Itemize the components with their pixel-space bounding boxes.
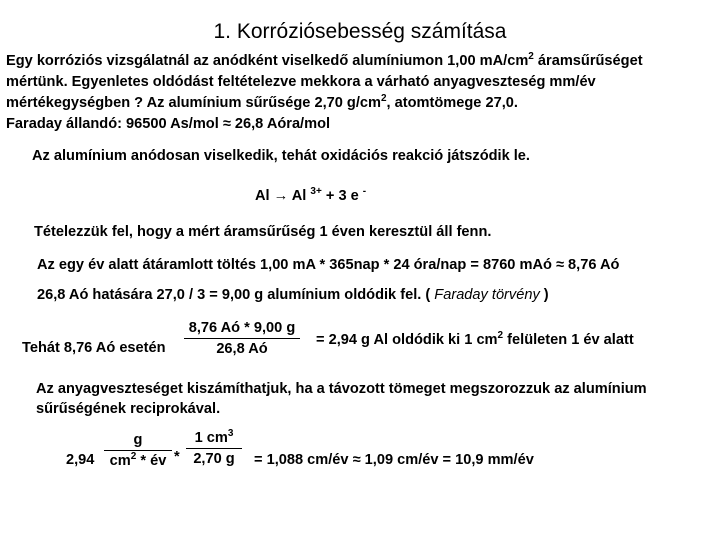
calc2-frac2-num-text: 1 cm <box>194 430 228 446</box>
calc2-frac1-den-end: * év <box>136 453 167 469</box>
calc2-frac2-bar <box>186 448 242 449</box>
loss-text-line-1: Az anyagveszteséget kiszámíthatjuk, ha a távozott tömeget megszorozzuk az alumínium <box>36 381 647 397</box>
calc2-frac1-denominator <box>104 453 172 469</box>
reaction-charge: 3+ <box>310 186 322 197</box>
reaction-left: Al → Al <box>255 188 311 204</box>
anode-text: Az alumínium anódosan viselkedik, tehát oxidációs reakció játszódik le. <box>32 148 530 164</box>
calc2-value: 2,94 <box>66 452 95 468</box>
calc2-fraction-2 <box>186 430 242 467</box>
calc1-result <box>316 332 634 348</box>
reaction-equation <box>255 188 366 204</box>
problem-line-1-sup: 2 <box>528 51 534 62</box>
charge-text: Az egy év alatt átáramlott töltés 1,00 mA * 365nap * 24 óra/nap = 8760 mAó ≈ 8,76 Aó <box>37 257 620 273</box>
problem-line-3-end: , atomtömege 27,0. <box>386 95 518 111</box>
assume-text: Tételezzük fel, hogy a mért áramsűrűség 1 éven keresztül áll fenn. <box>34 224 492 240</box>
page-title: 1. Korróziósebesség számítása <box>213 20 507 43</box>
problem-line-4: Faraday állandó: 96500 As/mol ≈ 26,8 Aóra/mol <box>6 116 331 132</box>
reaction-electrons: + 3 e <box>321 188 363 204</box>
calc2-frac1-den-sup: 2 <box>130 451 137 462</box>
calc2-times: * <box>174 449 180 465</box>
reaction-electron-sign: - <box>362 186 367 197</box>
problem-line-3 <box>6 93 643 114</box>
problem-statement <box>6 51 643 135</box>
loss-text-line-2: sűrűségének reciprokával. <box>36 401 221 417</box>
calc2-result: = 1,088 cm/év ≈ 1,09 cm/év = 10,9 mm/év <box>254 452 534 468</box>
problem-line-3-text: mértékegységben ? Az alumínium sűrűsége 2,70 g/cm <box>6 95 381 111</box>
calc2-frac2-numerator <box>186 430 242 446</box>
calc1-prefix: Tehát 8,76 Aó esetén <box>22 340 166 356</box>
problem-line-1-text: Egy korróziós vizsgálatnál az anódként viselkedő alumíniumon 1,00 mA/cm <box>6 53 529 69</box>
calc2-frac1-numerator: g <box>133 432 143 448</box>
paren-open: ( <box>425 287 435 303</box>
dissolve-text <box>37 287 549 303</box>
calc1-numerator: 8,76 Aó * 9,00 g <box>188 320 296 336</box>
problem-line-1-end: áramsűrűséget <box>533 53 643 69</box>
faraday-law-label: Faraday törvény <box>434 287 540 303</box>
calc2-frac1-bar <box>104 450 172 451</box>
calc1-result-sup: 2 <box>497 330 504 341</box>
calc2-frac2-num-sup: 3 <box>227 428 234 439</box>
problem-line-2: mértünk. Egyenletes oldódást feltételezve mekkora a várható anyagveszteség mm/év <box>6 74 596 90</box>
calc1-fraction <box>184 320 300 357</box>
calc2-frac1-den-unit: cm <box>109 453 131 469</box>
calc2-frac2-denominator: 2,70 g <box>193 451 235 467</box>
calc1-fraction-bar <box>184 338 300 339</box>
problem-line-3-sup: 2 <box>380 93 387 104</box>
calc2-fraction-1 <box>104 432 172 469</box>
dissolve-main: 26,8 Aó hatására 27,0 / 3 = 9,00 g alumínium oldódik fel. <box>37 287 426 303</box>
calc1-result-end: felületen 1 év alatt <box>503 332 634 348</box>
calc1-denominator: 26,8 Aó <box>216 341 268 357</box>
calc1-result-text: = 2,94 g Al oldódik ki 1 cm <box>316 332 498 348</box>
paren-close: ) <box>539 287 549 303</box>
problem-line-1 <box>6 51 643 72</box>
